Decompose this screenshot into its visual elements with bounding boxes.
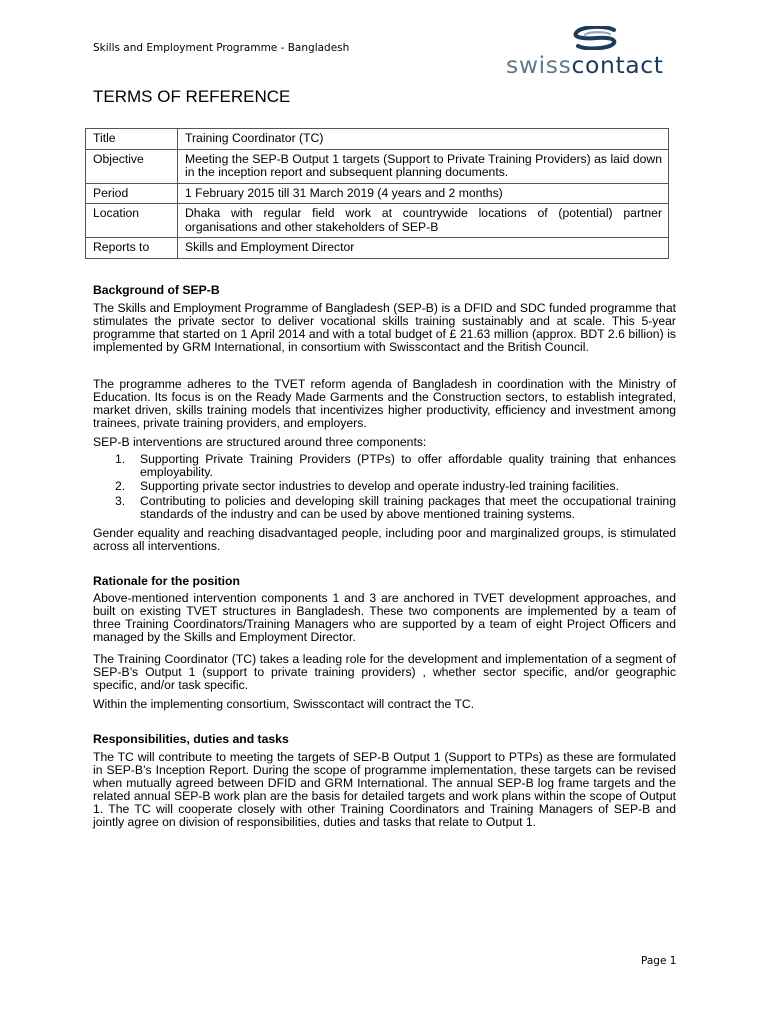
running-header: Skills and Employment Programme - Bangladesh <box>93 42 350 54</box>
rationale-paragraph-1: Above-mentioned intervention components 1 and 3 are anchored in TVET development approaches, and built on existing TVET structures in Bangladesh. These two components are implemented by a team of three Training Coordinators/Training Managers who are supported by a team of eight Project Officers and managed by the Skills and Employment Director. <box>93 591 676 644</box>
rationale-paragraph-2: The Training Coordinator (TC) takes a leading role for the development and implementation of a segment of SEP-B’s Output 1 (support to private training providers) , whether sector specific, and/or geographic specific, and/or task specific. <box>93 652 676 692</box>
background-heading: Background of SEP-B <box>93 283 220 297</box>
background-paragraph-1: The Skills and Employment Programme of Bangladesh (SEP-B) is a DFID and SDC funded programme that stimulates the private sector to deliver vocational skills training sustainably and at scale. This 5-year programme that started on 1 April 2014 and with a total budget of £ 21.63 million (approx. BDT 2.6 billion) is implemented by GRM International, in consortium with Swisscontact and the British Council. <box>93 301 676 354</box>
responsibilities-paragraph-1: The TC will contribute to meeting the targets of SEP-B Output 1 (Support to PTPs) as these are formulated in SEP-B’s Inception Report. During the scope of programme implementation, these targets can be revised when mutually agreed between DFID and GRM International. The annual SEP-B log frame targets and the related annual SEP-B work plan are the basis for detailed targets and work plans within the scope of Output 1. The TC will cooperate closely with other Training Coordinators and Training Managers of SEP-B and jointly agree on division of responsibilities, duties and tasks that relate to Output 1. <box>93 750 676 829</box>
logo-wordmark <box>506 51 664 79</box>
row-label: Objective <box>86 149 178 183</box>
row-value: Meeting the SEP-B Output 1 targets (Support to Private Training Providers) as laid down in the inception report and subsequent planning documents. <box>178 149 669 183</box>
responsibilities-heading: Responsibilities, duties and tasks <box>93 732 289 746</box>
rationale-heading: Rationale for the position <box>93 574 240 588</box>
rationale-paragraph-3: Within the implementing consortium, Swisscontact will contract the TC. <box>93 697 475 711</box>
row-value: Dhaka with regular field work at countrywide locations of (potential) partner organisations and other stakeholders of SEP-B <box>178 204 669 238</box>
table-row <box>86 238 669 259</box>
background-paragraph-3: SEP-B interventions are structured around three components: <box>93 435 427 449</box>
logo-text-light: swiss <box>506 51 572 79</box>
table-row <box>86 149 669 183</box>
background-paragraph-2: The programme adheres to the TVET reform agenda of Bangladesh in coordination with the Ministry of Education. Its focus is on the Ready Made Garments and the Construction sectors, to establish integrated, market driven, skills training models that incentivizes higher productivity, efficiency and investment among trainees, private training providers, and employers. <box>93 377 676 430</box>
background-paragraph-4: Gender equality and reaching disadvantaged people, including poor and marginalized groups, is stimulated across all interventions. <box>93 526 676 553</box>
row-value: Training Coordinator (TC) <box>178 129 669 150</box>
list-text: Supporting private sector industries to develop and operate industry-led training facilities. <box>140 479 619 493</box>
list-text: Contributing to policies and developing skill training packages that meet the occupational training standards of the industry and can be used by above mentioned training systems. <box>140 494 676 521</box>
row-label: Period <box>86 183 178 204</box>
row-label: Location <box>86 204 178 238</box>
list-text: Supporting Private Training Providers (PTPs) to offer affordable quality training that enhances employability. <box>140 452 676 479</box>
table-row <box>86 204 669 238</box>
list-number: 3. <box>115 494 126 508</box>
document-title: TERMS OF REFERENCE <box>93 87 291 106</box>
table-row <box>86 183 669 204</box>
list-item <box>93 453 676 479</box>
swoosh-logo-icon <box>570 26 622 50</box>
terms-table <box>85 128 669 259</box>
swisscontact-logo <box>506 26 688 80</box>
row-value: Skills and Employment Director <box>178 238 669 259</box>
page-number: Page 1 <box>641 955 677 967</box>
row-value: 1 February 2015 till 31 March 2019 (4 years and 2 months) <box>178 183 669 204</box>
list-item <box>93 480 676 493</box>
list-number: 1. <box>115 452 126 466</box>
row-label: Reports to <box>86 238 178 259</box>
logo-text-bold: contact <box>571 51 664 79</box>
row-label: Title <box>86 129 178 150</box>
table-row <box>86 129 669 150</box>
list-number: 2. <box>115 479 126 493</box>
list-item <box>93 495 676 521</box>
